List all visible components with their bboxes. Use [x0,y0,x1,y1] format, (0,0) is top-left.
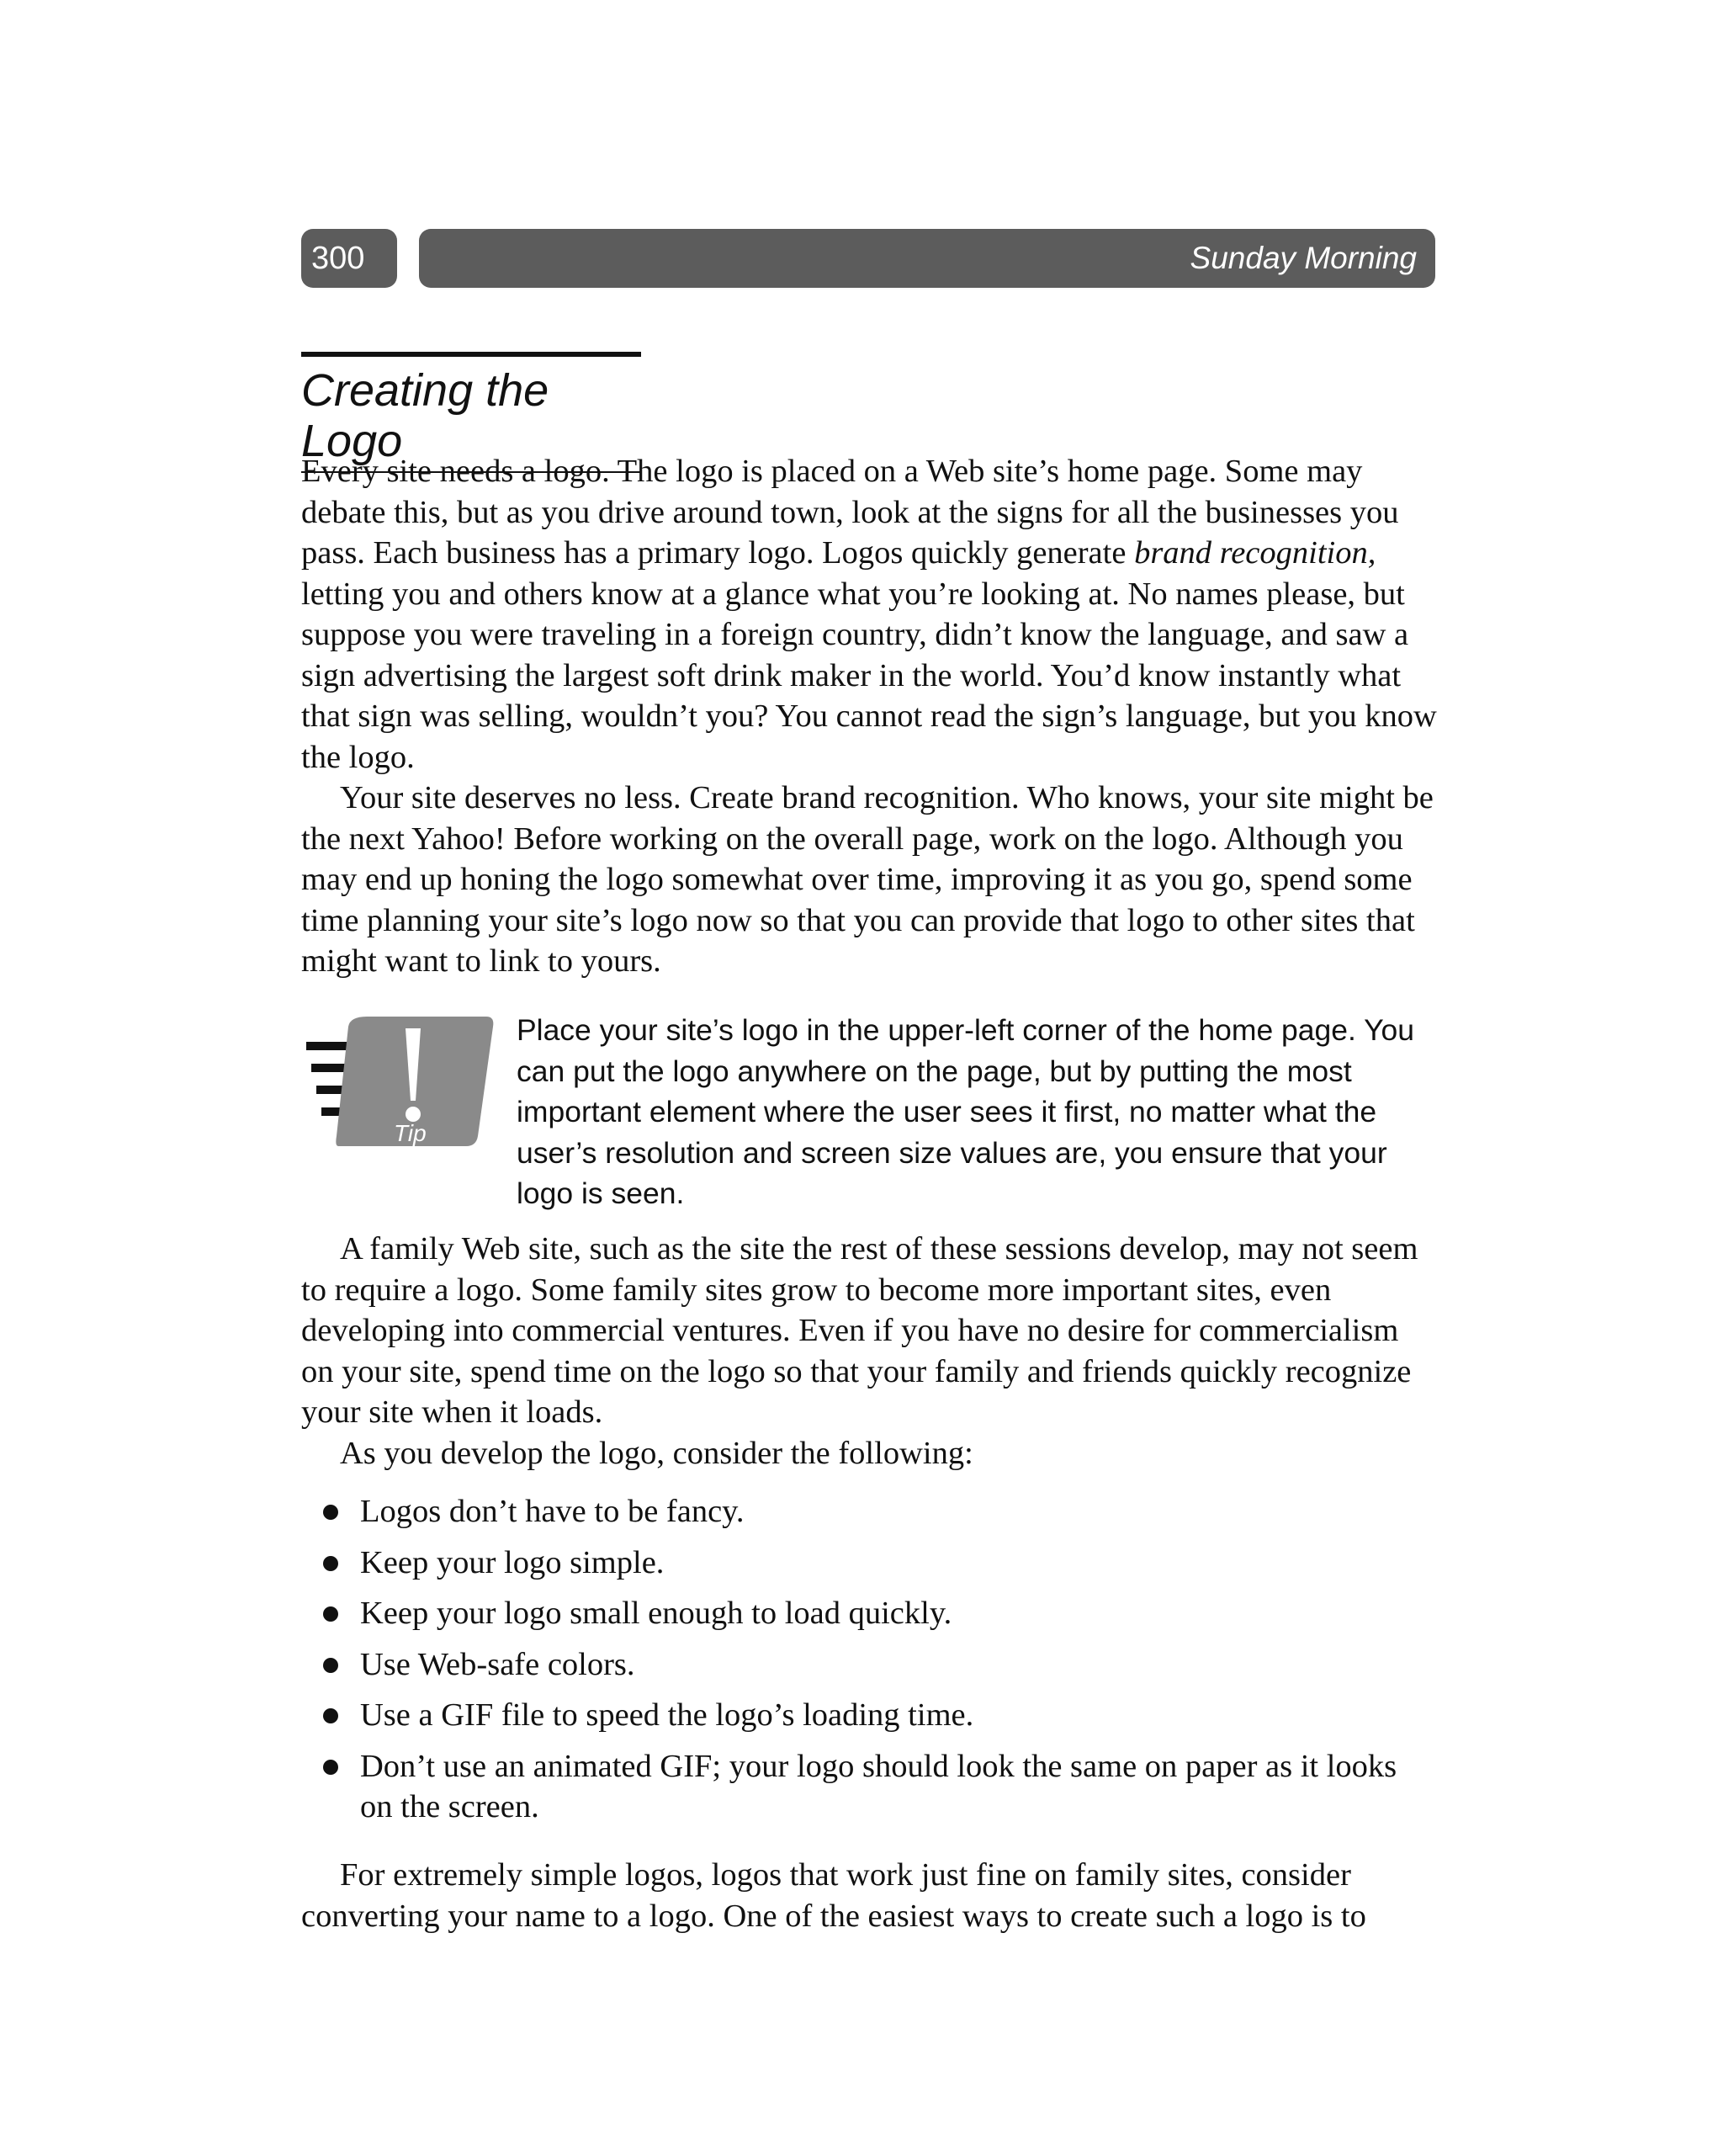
paragraph-text: Every site needs a logo. The logo is placed on a Web site’s home page. Some may debate this, but as you drive around town, look at the signs for all the businesses you pass. Each business has a primary logo. Logos quickly generate [301,454,1399,571]
body-block-1 [301,451,1437,982]
paragraph: Your site deserves no less. Create brand recognition. Who knows, your site might be the next Yahoo! Before working on the overall page, work on the logo. Although you may end up honing the logo somewhat over time, improving it as you go, spend some time planning your site’s logo now so that you can provide that logo to other sites that might want to link to yours. [301,780,1434,979]
paragraph-text: letting you and others know at a glance what you’re looking at. No names please, but suppose you were traveling in a foreign country, didn’t know the language, and saw a sign advertising the largest soft drink maker in the world. You’d know instantly what that sign was selling, wouldn’t you? You cannot read the sign’s language, but you know the logo. [301,576,1437,775]
list-item [301,1593,1437,1634]
bullet-list [301,1491,1437,1838]
tip-box [301,1010,1437,1208]
tip-label: Tip [394,1120,427,1146]
bullet-icon [323,1505,338,1520]
paragraph [301,451,1437,778]
list-item-text: Keep your logo simple. [360,1544,665,1580]
bullet-icon [323,1708,338,1723]
list-item [301,1644,1437,1686]
body-block-2 [301,1229,1437,1474]
bullet-icon [323,1556,338,1571]
body-block-3 [301,1855,1437,1936]
emphasis-text: brand recognition, [1134,535,1376,571]
tip-text: Place your site’s logo in the upper-left corner of the home page. You can put the logo anywhere on the page, but by putting the most important element where the user sees it first, no matter what the user’s resolution and screen size values are, you ensure that your logo is seen. [517,1013,1415,1210]
paragraph: For extremely simple logos, logos that work just fine on family sites, consider converting your name to a logo. One of the easiest ways to create such a logo is to [301,1857,1366,1934]
bullet-icon [323,1760,338,1775]
bullet-icon [323,1606,338,1622]
page-header [301,229,1435,288]
bullet-icon [323,1658,338,1673]
list-item [301,1543,1437,1584]
page-title: Creating the Logo [301,365,641,473]
list-item-text: Use a GIF file to speed the logo’s loading time. [360,1697,974,1733]
list-item [301,1491,1437,1532]
list-item [301,1746,1437,1828]
heading-rule [301,352,641,357]
list-item-text: Logos don’t have to be fancy. [360,1494,745,1529]
list-item-text: Don’t use an animated GIF; your logo should look the same on paper as it looks on the screen. [360,1748,1397,1824]
list-item-text: Use Web-safe colors. [360,1646,635,1682]
section-title: Sunday Morning [419,229,1435,288]
exclamation-tip-icon [301,1010,503,1161]
paragraph: As you develop the logo, consider the following: [340,1435,973,1471]
list-item-text: Keep your logo small enough to load quickly. [360,1596,952,1631]
list-item [301,1695,1437,1736]
page-number: 300 [301,229,397,288]
paragraph: A family Web site, such as the site the rest of these sessions develop, may not seem to require a logo. Some family sites grow to become more important sites, even developing into commercial ventures. Even if you have no desire for commercialism on your site, spend time on the logo so that your family and friends quickly recognize your site when it loads. [301,1231,1418,1430]
